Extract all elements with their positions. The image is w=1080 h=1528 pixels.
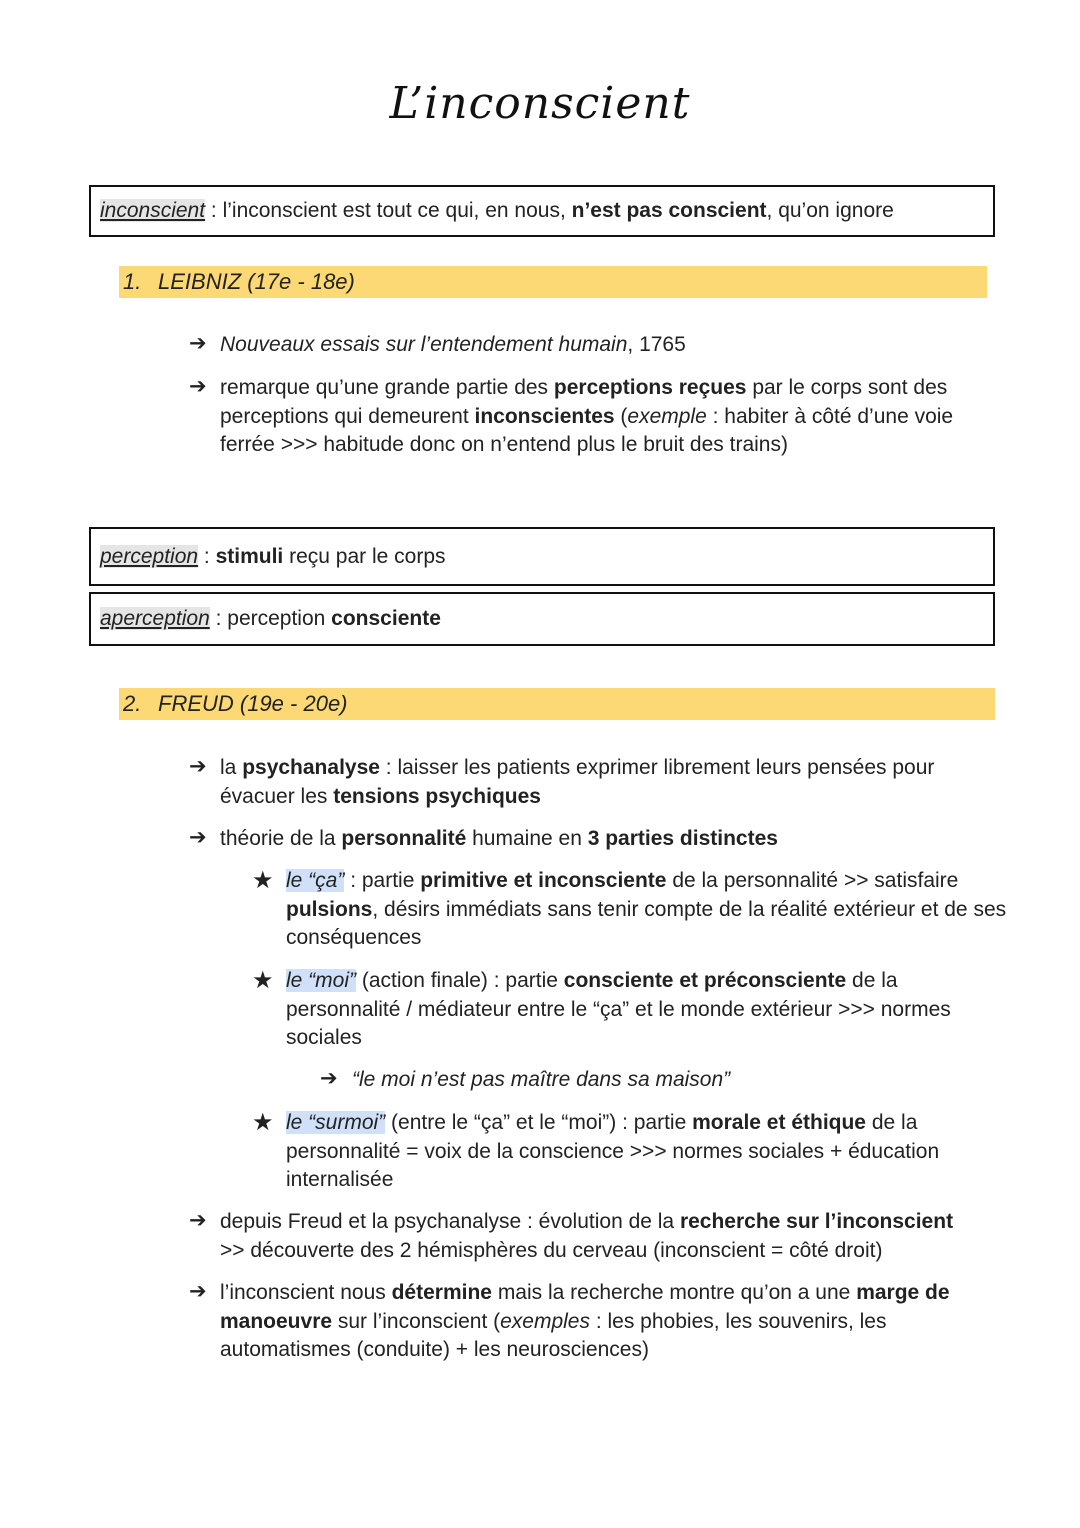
item-text: depuis Freud et la psychanalyse : évolution de la: [220, 1210, 680, 1233]
definition-box-perception: [89, 527, 995, 586]
list-item: [220, 754, 1010, 811]
item-bold: morale et éthique: [692, 1111, 866, 1134]
section-title: LEIBNIZ (17e - 18e): [158, 269, 355, 294]
item-text: , désirs immédiats sans tenir compte de la réalité extérieur et de ses conséquences: [286, 897, 1007, 949]
item-italic: exemples: [500, 1309, 590, 1333]
item-text: (action finale) : partie: [356, 969, 564, 992]
definition-text: , qu’on ignore: [766, 199, 894, 222]
item-text: l’inconscient nous: [220, 1281, 392, 1304]
definition-separator: :: [198, 544, 216, 568]
list-item: [220, 374, 1010, 460]
section-number: 1.: [123, 269, 142, 294]
item-bold: inconscientes: [474, 404, 615, 428]
item-text: : les phobies, les souvenirs, les automatismes (conduite) + les neurosciences): [220, 1309, 887, 1361]
item-bold: personnalité: [341, 827, 467, 850]
arrow-bullet-icon: ➔: [189, 375, 207, 398]
item-bold: détermine: [391, 1281, 492, 1304]
book-title: Nouveaux essais sur l’entendement humain: [220, 333, 628, 356]
quote-text: “le moi n’est pas maître dans sa maison”: [352, 1068, 731, 1091]
section-heading-freud: [119, 688, 995, 720]
item-text: de la personnalité / médiateur entre le “ça” et le monde extérieur >>> normes sociales: [286, 969, 951, 1049]
item-text: : partie: [344, 869, 421, 892]
item-bold: psychanalyse: [242, 756, 380, 779]
item-text: humaine en: [466, 827, 588, 850]
item-bold: tensions psychiques: [333, 784, 541, 808]
quote-item: [352, 1066, 992, 1095]
star-bullet-icon: ★: [252, 867, 274, 894]
highlighted-term: le “moi”: [286, 969, 357, 992]
list-item-surmoi: [286, 1109, 976, 1195]
definition-bold: stimuli: [215, 544, 284, 568]
item-text: remarque qu’une grande partie des: [220, 376, 554, 399]
item-text: , 1765: [627, 333, 686, 356]
item-text: (: [614, 404, 628, 428]
definition-term: perception: [100, 544, 199, 568]
section-number: 2.: [123, 691, 142, 716]
star-bullet-icon: ★: [252, 967, 274, 994]
arrow-bullet-icon: ➔: [189, 826, 207, 849]
item-bold: perceptions reçues: [553, 376, 747, 399]
arrow-bullet-icon: ➔: [189, 755, 207, 778]
definition-term: aperception: [100, 607, 210, 630]
arrow-bullet-icon: ➔: [320, 1067, 338, 1090]
section-title: FREUD (19e - 20e): [158, 691, 348, 716]
definition-separator: :: [209, 607, 228, 630]
list-item: [220, 1279, 960, 1365]
item-text: théorie de la: [220, 827, 342, 850]
item-bold: consciente et préconsciente: [563, 969, 847, 992]
item-bold: 3 parties distinctes: [587, 827, 778, 850]
item-text: de la personnalité = voix de la conscience >>> normes sociales + éducation internalisée: [286, 1111, 940, 1191]
item-text: : habiter à côté d’une voie ferrée >>> habitude donc on n’entend plus le bruit des trains): [220, 404, 954, 456]
item-bold: recherche sur l’inconscient: [679, 1210, 954, 1233]
section-heading-leibniz: [119, 266, 987, 298]
definition-box-inconscient: [89, 185, 995, 237]
list-item-ca: [286, 867, 1011, 953]
item-text: de la personnalité >> satisfaire: [666, 869, 959, 892]
item-bold: pulsions: [286, 897, 373, 921]
item-bold: primitive et inconsciente: [420, 869, 667, 892]
definition-text: l’inconscient est tout ce qui, en nous,: [222, 199, 572, 222]
arrow-bullet-icon: ➔: [189, 1280, 207, 1303]
item-text: sur l’inconscient (: [332, 1309, 501, 1333]
item-text: : laisser les patients exprimer librement leurs pensées pour évacuer les: [220, 756, 935, 808]
definition-separator: :: [205, 199, 223, 222]
arrow-bullet-icon: ➔: [189, 332, 207, 355]
arrow-bullet-icon: ➔: [189, 1209, 207, 1232]
list-item: [220, 1208, 980, 1265]
star-bullet-icon: ★: [252, 1109, 274, 1136]
item-italic: exemple: [627, 404, 707, 428]
item-text: par le corps sont des perceptions qui demeurent: [220, 376, 948, 428]
definition-box-aperception: [89, 592, 995, 646]
definition-text: reçu par le corps: [283, 544, 446, 568]
item-text: >> découverte des 2 hémisphères du cerveau (inconscient = côté droit): [220, 1238, 883, 1262]
list-item-moi: [286, 967, 986, 1053]
item-text: (entre le “ça” et le “moi”) : partie: [385, 1111, 693, 1134]
list-item: [220, 331, 1010, 360]
highlighted-term: le “ça”: [286, 869, 345, 892]
highlighted-term: le “surmoi”: [286, 1111, 386, 1134]
item-bold: marge de manoeuvre: [220, 1281, 950, 1333]
list-item: [220, 825, 1010, 854]
item-text: la: [220, 756, 243, 779]
definition-bold: consciente: [331, 607, 441, 630]
definition-bold: n’est pas conscient: [571, 199, 767, 222]
definition-term: inconscient: [100, 199, 206, 222]
page-title: L’inconscient: [389, 78, 691, 129]
definition-text: perception: [227, 607, 332, 630]
item-text: mais la recherche montre qu’on a une: [491, 1281, 857, 1304]
